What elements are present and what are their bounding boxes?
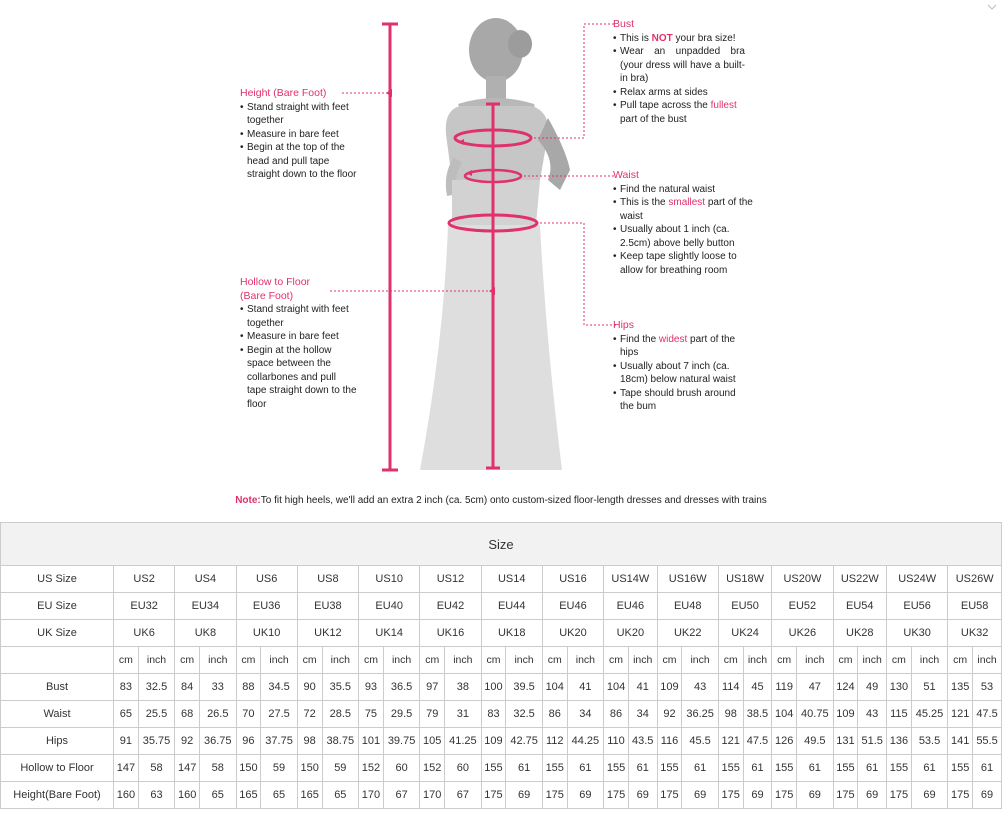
uk-size-cell: UK8 [175, 620, 236, 647]
bust-cm-cell: 114 [718, 674, 743, 701]
waist-cm-cell: 86 [542, 701, 567, 728]
waist-note-item: • This is the smallest part of the waist [613, 196, 765, 223]
unit-cm: cm [887, 647, 912, 674]
hips-cm-cell: 101 [359, 728, 384, 755]
us-size-cell: US16W [657, 566, 718, 593]
hips-note [613, 319, 751, 414]
hips-note-item: • Usually about 7 inch (ca. 18cm) below natural waist [613, 360, 751, 387]
row-label: Hips [1, 728, 114, 755]
height-cm-cell: 175 [604, 782, 629, 809]
unit-inch: inch [858, 647, 887, 674]
us-size-cell: US24W [887, 566, 948, 593]
hollow-cm-cell: 155 [657, 755, 682, 782]
us-size-cell: US12 [420, 566, 481, 593]
height-cm-cell: 175 [833, 782, 858, 809]
eu-size-cell: EU42 [420, 593, 481, 620]
hollow-inch-cell: 61 [858, 755, 887, 782]
uk-size-cell: UK22 [657, 620, 718, 647]
uk-size-cell: UK20 [604, 620, 657, 647]
bust-cm-cell: 119 [772, 674, 797, 701]
unit-inch: inch [261, 647, 298, 674]
unit-inch: inch [322, 647, 359, 674]
waist-cm-cell: 65 [114, 701, 139, 728]
height-cm-cell: 175 [657, 782, 682, 809]
height-cm-cell: 175 [887, 782, 912, 809]
hollow-inch-cell: 59 [261, 755, 298, 782]
hips-cm-cell: 116 [657, 728, 682, 755]
us-size-cell: US2 [114, 566, 175, 593]
unit-cm: cm [114, 647, 139, 674]
us-size-cell: US26W [948, 566, 1002, 593]
bust-cm-cell: 84 [175, 674, 200, 701]
hollow-note-item: • Measure in bare feet [240, 330, 358, 344]
hollow-note-item: • Stand straight with feet together [240, 303, 358, 330]
hips-inch-cell: 53.5 [911, 728, 948, 755]
eu-size-cell: EU52 [772, 593, 833, 620]
hips-inch-cell: 37.75 [261, 728, 298, 755]
hips-inch-cell: 42.75 [506, 728, 543, 755]
hollow-cm-cell: 152 [420, 755, 445, 782]
unit-cm: cm [718, 647, 743, 674]
uk-size-cell: UK18 [481, 620, 542, 647]
bust-note-item: • Wear an unpadded bra (your dress will have a built-in bra) [613, 45, 745, 86]
hips-inch-cell: 38.75 [322, 728, 359, 755]
waist-note-item: • Find the natural waist [613, 183, 765, 197]
unit-inch: inch [138, 647, 175, 674]
height-cm-cell: 175 [718, 782, 743, 809]
height-note [240, 87, 358, 182]
waist-inch-cell: 27.5 [261, 701, 298, 728]
row-label: Bust [1, 674, 114, 701]
hollow-cm-cell: 150 [297, 755, 322, 782]
eu-size-cell: EU32 [114, 593, 175, 620]
height-cm-cell: 170 [359, 782, 384, 809]
waist-cm-cell: 75 [359, 701, 384, 728]
height-inch-cell: 69 [506, 782, 543, 809]
hollow-inch-cell: 58 [200, 755, 237, 782]
height-note-item: • Measure in bare feet [240, 128, 358, 142]
waist-inch-cell: 29.5 [383, 701, 420, 728]
hips-note-item: • Tape should brush around the bum [613, 387, 751, 414]
uk-size-cell: UK26 [772, 620, 833, 647]
waist-inch-cell: 43 [858, 701, 887, 728]
hollow-inch-cell: 61 [911, 755, 948, 782]
uk-size-cell: UK20 [542, 620, 603, 647]
table-row [1, 566, 1002, 593]
note-text: To fit high heels, we'll add an extra 2 inch (ca. 5cm) onto custom-sized floor-length dresses and dresses with trains [260, 495, 767, 506]
height-note-item: • Begin at the top of the head and pull tape straight down to the floor [240, 141, 358, 182]
bust-cm-cell: 100 [481, 674, 506, 701]
height-cm-cell: 175 [772, 782, 797, 809]
eu-size-cell: EU44 [481, 593, 542, 620]
bust-cm-cell: 130 [887, 674, 912, 701]
waist-inch-cell: 34 [567, 701, 604, 728]
height-inch-cell: 69 [628, 782, 657, 809]
waist-cm-cell: 92 [657, 701, 682, 728]
waist-inch-cell: 28.5 [322, 701, 359, 728]
bust-inch-cell: 49 [858, 674, 887, 701]
uk-size-cell: UK28 [833, 620, 886, 647]
bust-inch-cell: 34.5 [261, 674, 298, 701]
bust-cm-cell: 93 [359, 674, 384, 701]
unit-inch: inch [383, 647, 420, 674]
height-note-item: • Stand straight with feet together [240, 101, 358, 128]
us-size-cell: US14W [604, 566, 657, 593]
waist-inch-cell: 45.25 [911, 701, 948, 728]
us-size-cell: US10 [359, 566, 420, 593]
hollow-inch-cell: 61 [628, 755, 657, 782]
bust-inch-cell: 53 [973, 674, 1002, 701]
waist-inch-cell: 38.5 [743, 701, 772, 728]
hips-inch-cell: 49.5 [797, 728, 834, 755]
hollow-inch-cell: 61 [797, 755, 834, 782]
height-inch-cell: 67 [383, 782, 420, 809]
height-inch-cell: 65 [322, 782, 359, 809]
hollow-cm-cell: 155 [887, 755, 912, 782]
height-inch-cell: 69 [567, 782, 604, 809]
bust-cm-cell: 104 [604, 674, 629, 701]
waist-cm-cell: 115 [887, 701, 912, 728]
hips-inch-cell: 55.5 [973, 728, 1002, 755]
hips-inch-cell: 47.5 [743, 728, 772, 755]
table-row [1, 593, 1002, 620]
waist-cm-cell: 104 [772, 701, 797, 728]
unit-inch: inch [567, 647, 604, 674]
height-cm-cell: 170 [420, 782, 445, 809]
eu-size-cell: EU38 [297, 593, 358, 620]
hips-cm-cell: 121 [718, 728, 743, 755]
hips-inch-cell: 41.25 [445, 728, 482, 755]
bust-inch-cell: 33 [200, 674, 237, 701]
waist-note-item: • Keep tape slightly loose to allow for breathing room [613, 250, 752, 277]
bust-cm-cell: 135 [948, 674, 973, 701]
unit-cm: cm [420, 647, 445, 674]
hips-inch-cell: 44.25 [567, 728, 604, 755]
hollow-inch-cell: 61 [973, 755, 1002, 782]
unit-cm: cm [236, 647, 261, 674]
waist-cm-cell: 72 [297, 701, 322, 728]
height-cm-cell: 175 [481, 782, 506, 809]
hollow-inch-cell: 60 [445, 755, 482, 782]
table-row [1, 755, 1002, 782]
waist-inch-cell: 26.5 [200, 701, 237, 728]
hips-cm-cell: 109 [481, 728, 506, 755]
hollow-cm-cell: 147 [175, 755, 200, 782]
height-inch-cell: 65 [200, 782, 237, 809]
hollow-cm-cell: 150 [236, 755, 261, 782]
unit-cm: cm [833, 647, 858, 674]
blank-cell [1, 647, 114, 674]
height-cm-cell: 160 [114, 782, 139, 809]
hollow-inch-cell: 59 [322, 755, 359, 782]
height-cm-cell: 165 [297, 782, 322, 809]
table-row [1, 782, 1002, 809]
uk-size-cell: UK16 [420, 620, 481, 647]
hollow-cm-cell: 155 [542, 755, 567, 782]
eu-size-cell: EU34 [175, 593, 236, 620]
corner-chevron-icon [984, 2, 1000, 12]
waist-cm-cell: 98 [718, 701, 743, 728]
height-inch-cell: 69 [858, 782, 887, 809]
hollow-cm-cell: 155 [833, 755, 858, 782]
hips-cm-cell: 96 [236, 728, 261, 755]
height-cm-cell: 175 [948, 782, 973, 809]
bust-inch-cell: 43 [682, 674, 719, 701]
uk-size-cell: UK12 [297, 620, 358, 647]
eu-size-cell: EU48 [657, 593, 718, 620]
unit-inch: inch [743, 647, 772, 674]
waist-note-title: Waist [613, 169, 639, 181]
bust-cm-cell: 90 [297, 674, 322, 701]
eu-size-cell: EU40 [359, 593, 420, 620]
bust-cm-cell: 124 [833, 674, 858, 701]
height-cm-cell: 160 [175, 782, 200, 809]
hips-cm-cell: 131 [833, 728, 858, 755]
table-row [1, 701, 1002, 728]
waist-cm-cell: 86 [604, 701, 629, 728]
height-cm-cell: 175 [542, 782, 567, 809]
hips-cm-cell: 110 [604, 728, 629, 755]
hips-inch-cell: 51.5 [858, 728, 887, 755]
bust-inch-cell: 47 [797, 674, 834, 701]
height-inch-cell: 69 [973, 782, 1002, 809]
eu-size-cell: EU54 [833, 593, 886, 620]
row-label: UK Size [1, 620, 114, 647]
hips-inch-cell: 39.75 [383, 728, 420, 755]
bust-inch-cell: 39.5 [506, 674, 543, 701]
uk-size-cell: UK32 [948, 620, 1002, 647]
hips-cm-cell: 141 [948, 728, 973, 755]
height-inch-cell: 69 [911, 782, 948, 809]
us-size-cell: US16 [542, 566, 603, 593]
bust-note [613, 18, 745, 126]
row-label: EU Size [1, 593, 114, 620]
hollow-note [240, 276, 358, 411]
uk-size-cell: UK24 [718, 620, 771, 647]
height-note-title: Height (Bare Foot) [240, 87, 327, 99]
hollow-note-title: Hollow to Floor (Bare Foot) [240, 276, 311, 302]
hollow-inch-cell: 61 [682, 755, 719, 782]
hollow-cm-cell: 155 [772, 755, 797, 782]
waist-inch-cell: 32.5 [506, 701, 543, 728]
model-silhouette [420, 18, 570, 470]
hips-cm-cell: 126 [772, 728, 797, 755]
waist-inch-cell: 31 [445, 701, 482, 728]
table-header: Size [1, 523, 1002, 566]
unit-inch: inch [445, 647, 482, 674]
hips-inch-cell: 43.5 [628, 728, 657, 755]
row-label: US Size [1, 566, 114, 593]
height-inch-cell: 69 [797, 782, 834, 809]
unit-inch: inch [628, 647, 657, 674]
eu-size-cell: EU46 [542, 593, 603, 620]
bust-cm-cell: 88 [236, 674, 261, 701]
unit-inch: inch [682, 647, 719, 674]
bust-cm-cell: 83 [114, 674, 139, 701]
uk-size-cell: UK30 [887, 620, 948, 647]
row-label: Hollow to Floor [1, 755, 114, 782]
unit-inch: inch [200, 647, 237, 674]
eu-size-cell: EU58 [948, 593, 1002, 620]
waist-cm-cell: 109 [833, 701, 858, 728]
unit-cm: cm [542, 647, 567, 674]
waist-cm-cell: 68 [175, 701, 200, 728]
height-inch-cell: 65 [261, 782, 298, 809]
hollow-cm-cell: 155 [948, 755, 973, 782]
hips-cm-cell: 98 [297, 728, 322, 755]
height-inch-cell: 69 [743, 782, 772, 809]
bust-inch-cell: 51 [911, 674, 948, 701]
us-size-cell: US22W [833, 566, 886, 593]
hips-inch-cell: 36.75 [200, 728, 237, 755]
bust-inch-cell: 36.5 [383, 674, 420, 701]
hollow-inch-cell: 58 [138, 755, 175, 782]
eu-size-cell: EU46 [604, 593, 657, 620]
unit-inch: inch [911, 647, 948, 674]
table-row [1, 674, 1002, 701]
height-inch-cell: 67 [445, 782, 482, 809]
hollow-inch-cell: 61 [743, 755, 772, 782]
hollow-cm-cell: 155 [718, 755, 743, 782]
hollow-inch-cell: 61 [506, 755, 543, 782]
unit-cm: cm [359, 647, 384, 674]
unit-inch: inch [797, 647, 834, 674]
eu-size-cell: EU56 [887, 593, 948, 620]
us-size-cell: US20W [772, 566, 833, 593]
bust-inch-cell: 45 [743, 674, 772, 701]
unit-cm: cm [297, 647, 322, 674]
note-label: Note: [235, 495, 261, 506]
hips-cm-cell: 105 [420, 728, 445, 755]
bust-cm-cell: 97 [420, 674, 445, 701]
waist-inch-cell: 47.5 [973, 701, 1002, 728]
us-size-cell: US8 [297, 566, 358, 593]
eu-size-cell: EU36 [236, 593, 297, 620]
bust-inch-cell: 41 [567, 674, 604, 701]
bust-note-title: Bust [613, 18, 635, 30]
bust-cm-cell: 104 [542, 674, 567, 701]
height-inch-cell: 69 [682, 782, 719, 809]
hollow-inch-cell: 60 [383, 755, 420, 782]
bust-inch-cell: 41 [628, 674, 657, 701]
us-size-cell: US4 [175, 566, 236, 593]
hollow-note-item: • Begin at the hollow space between the collarbones and pull tape straight down to the floor [240, 344, 358, 412]
bust-inch-cell: 35.5 [322, 674, 359, 701]
bust-note-item: • This is NOT your bra size! [613, 32, 745, 46]
unit-inch: inch [973, 647, 1002, 674]
hips-inch-cell: 35.75 [138, 728, 175, 755]
hollow-cm-cell: 155 [481, 755, 506, 782]
table-row [1, 647, 1002, 674]
waist-note-item: • Usually about 1 inch (ca. 2.5cm) above belly button [613, 223, 748, 250]
hollow-inch-cell: 61 [567, 755, 604, 782]
unit-cm: cm [772, 647, 797, 674]
hollow-cm-cell: 147 [114, 755, 139, 782]
eu-size-cell: EU50 [718, 593, 771, 620]
uk-size-cell: UK6 [114, 620, 175, 647]
hips-cm-cell: 112 [542, 728, 567, 755]
hips-inch-cell: 45.5 [682, 728, 719, 755]
height-cm-cell: 165 [236, 782, 261, 809]
waist-inch-cell: 34 [628, 701, 657, 728]
hips-note-title: Hips [613, 319, 635, 331]
heels-note [0, 495, 1002, 506]
hips-note-item: • Find the widest part of the hips [613, 333, 751, 360]
unit-cm: cm [481, 647, 506, 674]
size-table [0, 522, 1002, 809]
waist-inch-cell: 25.5 [138, 701, 175, 728]
uk-size-cell: UK14 [359, 620, 420, 647]
table-row [1, 728, 1002, 755]
us-size-cell: US6 [236, 566, 297, 593]
table-row [1, 620, 1002, 647]
unit-cm: cm [657, 647, 682, 674]
height-inch-cell: 63 [138, 782, 175, 809]
waist-inch-cell: 40.75 [797, 701, 834, 728]
row-label: Waist [1, 701, 114, 728]
unit-cm: cm [175, 647, 200, 674]
waist-note [613, 169, 765, 277]
hollow-cm-cell: 155 [604, 755, 629, 782]
waist-inch-cell: 36.25 [682, 701, 719, 728]
us-size-cell: US14 [481, 566, 542, 593]
us-size-cell: US18W [718, 566, 771, 593]
hollow-cm-cell: 152 [359, 755, 384, 782]
bust-note-item: • Pull tape across the fullest part of the bust [613, 99, 745, 126]
unit-inch: inch [506, 647, 543, 674]
waist-cm-cell: 83 [481, 701, 506, 728]
hips-cm-cell: 92 [175, 728, 200, 755]
unit-cm: cm [604, 647, 629, 674]
waist-cm-cell: 70 [236, 701, 261, 728]
bust-inch-cell: 38 [445, 674, 482, 701]
hips-cm-cell: 136 [887, 728, 912, 755]
uk-size-cell: UK10 [236, 620, 297, 647]
row-label: Height(Bare Foot) [1, 782, 114, 809]
unit-cm: cm [948, 647, 973, 674]
waist-cm-cell: 121 [948, 701, 973, 728]
waist-cm-cell: 79 [420, 701, 445, 728]
hips-cm-cell: 91 [114, 728, 139, 755]
bust-note-item: • Relax arms at sides [613, 86, 745, 100]
bust-inch-cell: 32.5 [138, 674, 175, 701]
bust-cm-cell: 109 [657, 674, 682, 701]
